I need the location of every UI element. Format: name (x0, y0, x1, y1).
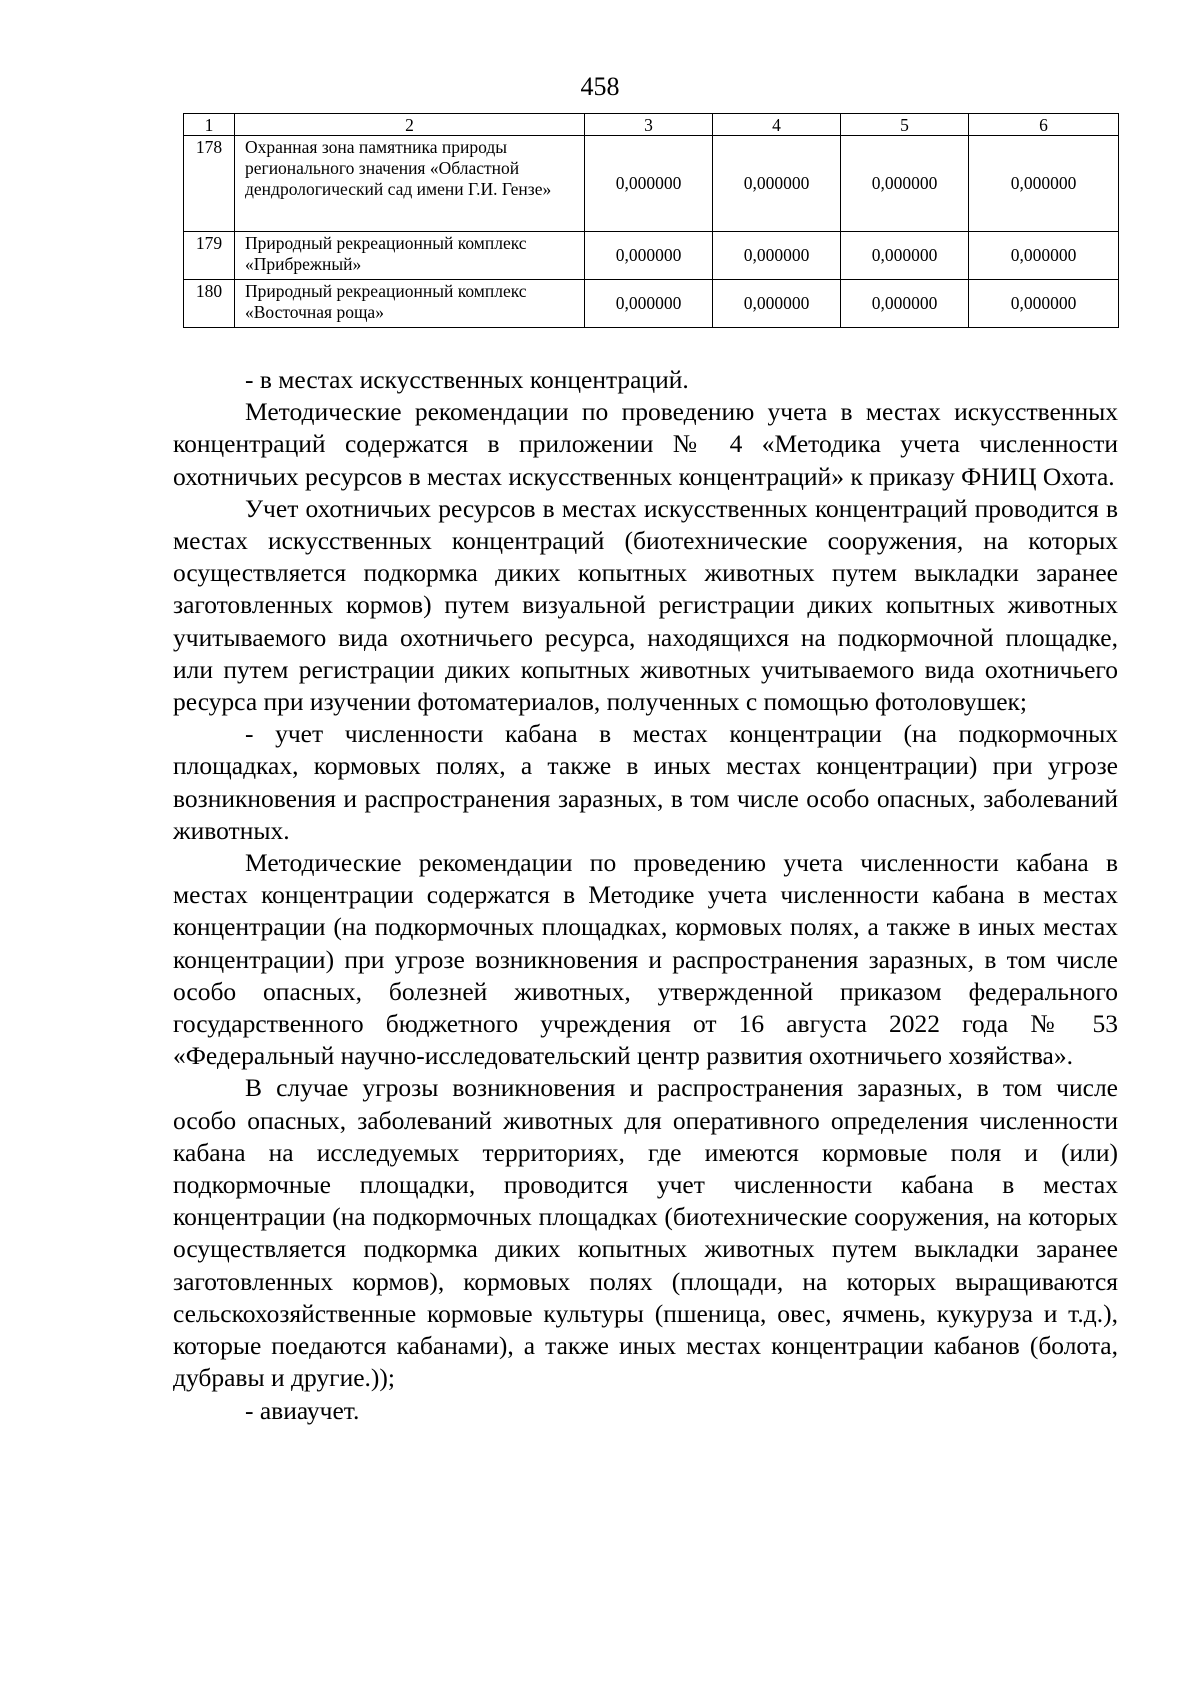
row-value: 0,000000 (713, 136, 841, 232)
row-value: 0,000000 (713, 280, 841, 328)
table-header-cell: 4 (713, 114, 841, 136)
table-row (184, 280, 1119, 328)
row-name: Охранная зона памятника природы регионального значения «Областной дендрологический сад имени Г.И. Гензе» (235, 136, 585, 232)
table-header-cell: 5 (841, 114, 969, 136)
row-value: 0,000000 (585, 136, 713, 232)
row-value: 0,000000 (585, 280, 713, 328)
row-value: 0,000000 (841, 280, 969, 328)
row-name: Природный рекреационный комплекс «Восточная роща» (235, 280, 585, 328)
row-number: 180 (184, 280, 235, 328)
row-value: 0,000000 (969, 280, 1119, 328)
page-number: 458 (580, 72, 620, 101)
row-value: 0,000000 (969, 232, 1119, 280)
table-header-cell: 1 (184, 114, 235, 136)
paragraph: - учет численности кабана в местах концентрации (на подкормочных площадках, кормовых полях, а также в иных местах концентрации) при угрозе возникновения и распространения заразных, в том числе особо опасных, заболеваний животных. (173, 719, 1118, 845)
row-value: 0,000000 (841, 232, 969, 280)
table-header-cell: 6 (969, 114, 1119, 136)
paragraph: Методические рекомендации по проведению учета численности кабана в местах концентрации содержатся в Методике учета численности кабана в местах концентрации (на подкормочных площадках, кормовых полях, а также в иных местах концентрации) при угрозе возникновения и распространения заразных, в том числе особо опасных, болезней животных, утвержденной приказом федерального государственного бюджетного учреждения от 16 августа 2022 года № 53 «Федеральный научно-исследовательский центр развития охотничьего хозяйства». (173, 848, 1118, 1071)
table-header-row (184, 114, 1119, 136)
row-name: Природный рекреационный комплекс «Прибрежный» (235, 232, 585, 280)
table-row (184, 136, 1119, 232)
row-number: 178 (184, 136, 235, 232)
paragraph: - авиаучет. (245, 1395, 360, 1425)
paragraph: Учет охотничьих ресурсов в местах искусственных концентраций проводится в местах искусственных концентраций (биотехнические сооружения, на которых осуществляется подкормка диких копытных животных путем выкладки заранее заготовленных кормов) путем визуальной регистрации диких копытных животных учитываемого вида охотничьего ресурса, находящихся на подкормочной площадке, или путем регистрации диких копытных животных учитываемого вида охотничьего ресурса при изучении фотоматериалов, полученных с помощью фотоловушек; (173, 493, 1118, 717)
row-value: 0,000000 (585, 232, 713, 280)
paragraph: Методические рекомендации по проведению учета в местах искусственных концентраций содержатся в приложении № 4 «Методика учета численности охотничьих ресурсов в местах искусственных концентраций» к приказу ФНИЦ Охота. (173, 397, 1118, 491)
row-value: 0,000000 (841, 136, 969, 232)
data-table (183, 113, 1119, 328)
paragraph: В случае угрозы возникновения и распространения заразных, в том числе особо опасных, заболеваний животных для оперативного определения численности кабана на исследуемых территориях, где имеются кормовые поля и (или) подкормочные площадки, проводится учет численности кабана в местах концентрации (на подкормочных площадках (биотехнические сооружения, на которых осуществляется подкормка диких копытных животных путем выкладки заранее заготовленных кормов), кормовых полях (площади, на которых выращиваются сельскохозяйственные кормовые культуры (пшеница, овес, ячмень, кукуруза и т.д.), которые поедаются кабанами), а также иных местах концентрации кабанов (болота, дубравы и другие.)); (173, 1073, 1118, 1393)
table-header-cell: 2 (235, 114, 585, 136)
body-text (173, 364, 1118, 1427)
row-number: 179 (184, 232, 235, 280)
row-value: 0,000000 (969, 136, 1119, 232)
table-row (184, 232, 1119, 280)
table-header-cell: 3 (585, 114, 713, 136)
row-value: 0,000000 (713, 232, 841, 280)
paragraph: - в местах искусственных концентраций. (245, 365, 689, 394)
